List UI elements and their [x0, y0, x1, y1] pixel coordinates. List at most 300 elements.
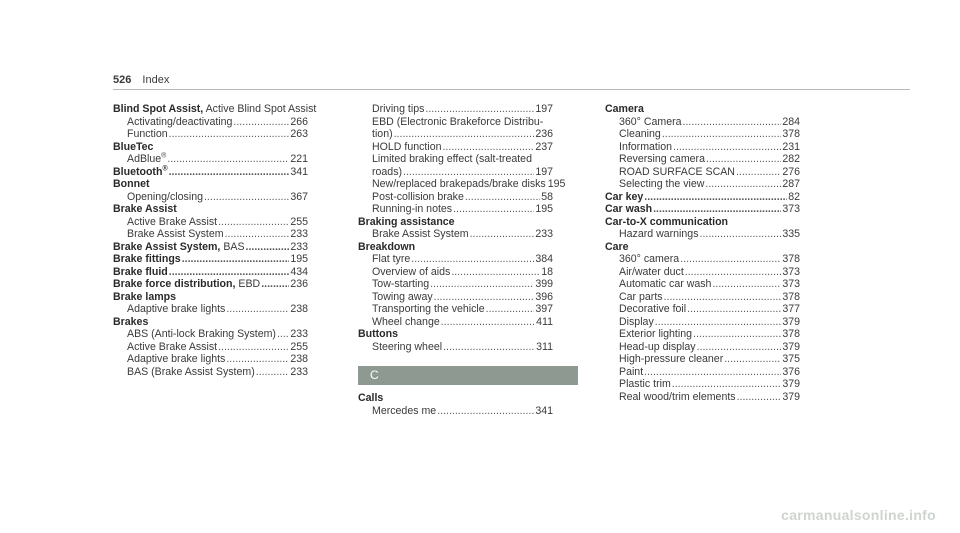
index-subentry[interactable]	[605, 228, 800, 241]
leader-dots	[664, 291, 782, 304]
entry-text	[127, 153, 166, 166]
index-subentry[interactable]	[113, 303, 308, 316]
page-number-ref: 237	[535, 140, 553, 153]
index-entry[interactable]	[113, 178, 308, 191]
leader-dots	[226, 303, 289, 316]
page-number-ref: 434	[290, 265, 308, 278]
index-entry[interactable]	[358, 392, 553, 405]
index-subentry[interactable]	[358, 191, 553, 204]
index-column-3	[605, 103, 800, 403]
leader-dots	[441, 316, 535, 329]
page-number-ref: 233	[290, 228, 308, 240]
entry-heading	[358, 392, 383, 405]
entry-text-value: HOLD function	[372, 140, 442, 153]
leader-dots	[169, 128, 290, 141]
index-subentry[interactable]	[605, 141, 800, 154]
watermark-logo: carmanualsonline.info	[781, 507, 936, 523]
index-entry[interactable]	[605, 191, 800, 204]
page-number-ref: 58	[541, 190, 553, 203]
entry-heading	[113, 316, 148, 329]
page-number-ref: 377	[782, 303, 800, 315]
leader-dots	[724, 353, 781, 366]
page-number-ref: 341	[290, 165, 308, 178]
entry-text-value: Brake Assist System	[372, 228, 469, 240]
entry-text-value: Tow-starting	[372, 278, 430, 290]
entry-text-value: ROAD SURFACE SCAN	[619, 165, 735, 178]
entry-text	[372, 316, 440, 329]
page-number-ref: 195	[547, 178, 566, 190]
entry-heading	[113, 178, 149, 191]
page-number: 526	[113, 74, 132, 86]
index-entry[interactable]	[113, 141, 308, 154]
leader-dots	[680, 253, 781, 266]
entry-text	[127, 366, 255, 379]
entry-text-value: Transporting the vehicle	[372, 303, 485, 315]
index-column-1	[113, 103, 317, 378]
entry-text	[127, 216, 217, 229]
entry-text-value: Reversing camera	[619, 153, 705, 165]
index-subentry[interactable]	[605, 266, 800, 279]
leader-dots	[394, 128, 535, 141]
entry-text	[619, 328, 692, 341]
index-entry[interactable]	[605, 203, 800, 216]
entry-text	[127, 191, 203, 204]
entry-text-value: Information	[619, 140, 672, 153]
entry-text-value: ABS (Anti-lock Braking System)	[127, 328, 276, 340]
entry-text-value: Paint	[619, 365, 644, 378]
entry-text	[372, 203, 452, 216]
entry-heading-text: Breakdown	[358, 240, 416, 253]
page-number-ref: 82	[788, 190, 800, 203]
page-number-ref: 411	[536, 315, 553, 328]
entry-heading	[605, 103, 644, 116]
entry-heading	[113, 103, 316, 116]
index-entry[interactable]	[113, 291, 308, 304]
leader-dots	[430, 278, 534, 291]
entry-heading-text: Brake force distribution,	[113, 278, 236, 290]
entry-heading	[358, 241, 415, 254]
leader-dots	[434, 291, 535, 304]
index-subentry[interactable]	[358, 303, 553, 316]
index-subentry[interactable]	[113, 191, 308, 204]
entry-text	[372, 303, 485, 316]
leader-dots	[218, 341, 289, 354]
leader-dots	[442, 141, 534, 154]
page-number-ref: 287	[782, 178, 800, 190]
page-number-ref: 18	[541, 265, 553, 278]
entry-text-value: tion)	[372, 128, 393, 140]
entry-text-value: Cleaning	[619, 128, 661, 140]
entry-heading-text: Calls	[358, 392, 384, 404]
page-number-ref: 255	[290, 215, 308, 228]
entry-heading-text: Car key	[605, 190, 644, 203]
entry-text-value: Post-collision brake	[372, 190, 464, 203]
entry-heading	[113, 166, 168, 179]
entry-heading-text: Braking assistance	[358, 215, 455, 228]
page-number-ref: 266	[290, 115, 308, 128]
registered-mark: ®	[162, 164, 168, 172]
page-number-ref: 255	[290, 340, 308, 353]
entry-text	[619, 253, 679, 266]
leader-dots	[218, 216, 289, 229]
leader-dots	[644, 366, 781, 379]
leader-dots	[167, 153, 289, 166]
page-number-ref: 379	[782, 390, 800, 403]
entry-text-value: Towing away	[372, 290, 433, 303]
entry-text	[372, 141, 441, 154]
index-subentry[interactable]	[358, 166, 553, 179]
entry-heading-text: Brake Assist	[113, 203, 177, 215]
page-number-ref: 195	[535, 203, 553, 215]
page-number-ref: 233	[290, 328, 308, 340]
entry-text-value: Flat tyre	[372, 253, 411, 265]
leader-dots	[687, 303, 781, 316]
leader-dots	[246, 241, 290, 254]
index-subentry[interactable]	[113, 216, 308, 229]
entry-heading-text: Bluetooth	[113, 165, 163, 178]
entry-text	[372, 266, 450, 279]
leader-dots	[277, 328, 289, 341]
page-number-ref: 399	[535, 278, 553, 290]
index-entry[interactable]	[605, 241, 800, 254]
entry-text	[619, 266, 684, 279]
index-subentry[interactable]	[605, 291, 800, 304]
leader-dots	[697, 341, 782, 354]
index-subentry[interactable]	[605, 353, 800, 366]
leader-dots	[437, 405, 534, 418]
entry-text-value: Car parts	[619, 290, 663, 303]
page-number-ref: 233	[290, 365, 308, 378]
index-subentry[interactable]	[358, 316, 553, 329]
entry-heading	[605, 241, 629, 254]
entry-text-value: 360° Camera	[619, 115, 682, 128]
entry-text-value: Active Brake Assist	[127, 340, 218, 353]
page-number-ref: 284	[782, 115, 800, 128]
leader-dots	[182, 253, 290, 266]
leader-dots	[653, 203, 781, 216]
entry-heading	[358, 216, 455, 229]
page-number-ref: 378	[782, 290, 800, 303]
leader-dots	[261, 278, 289, 291]
entry-heading-text: Brake Assist System,	[113, 240, 221, 253]
page-number-ref: 276	[782, 165, 800, 178]
entry-text-value: BAS (Brake Assist System)	[127, 365, 255, 378]
page-number-ref: 236	[535, 128, 553, 140]
leader-dots	[451, 266, 540, 279]
leader-dots	[411, 253, 534, 266]
index-entry[interactable]	[113, 103, 317, 116]
index-subentry[interactable]	[605, 128, 800, 141]
page-number-ref: 367	[290, 190, 308, 203]
entry-subtext: EBD	[235, 278, 261, 290]
entry-text	[619, 141, 672, 154]
entry-heading	[113, 253, 181, 266]
entry-text	[127, 328, 276, 341]
leader-dots	[204, 191, 289, 204]
leader-dots	[685, 266, 782, 279]
index-subentry[interactable]	[358, 228, 553, 241]
entry-heading-text: Care	[605, 240, 629, 253]
entry-text	[372, 278, 429, 291]
index-entry[interactable]	[358, 328, 553, 341]
index-subentry[interactable]	[358, 266, 553, 279]
page-number-ref: 379	[782, 315, 800, 328]
page-number-ref: 375	[782, 353, 800, 365]
page-number-ref: 397	[535, 303, 553, 315]
page-number-ref: 373	[782, 278, 800, 290]
page-number-ref: 378	[782, 328, 800, 340]
index-subentry[interactable]	[605, 116, 800, 129]
page-number-ref: 335	[782, 228, 800, 240]
entry-text	[619, 291, 663, 304]
entry-text-value: Exterior lighting	[619, 328, 693, 340]
entry-text-value: Automatic car wash	[619, 278, 712, 290]
entry-text	[372, 253, 410, 266]
entry-text-value: 360° camera	[619, 253, 680, 265]
index-entry[interactable]	[113, 166, 308, 179]
leader-dots	[700, 228, 782, 241]
page-number-ref: 233	[535, 228, 553, 240]
index-subentry[interactable]	[113, 228, 308, 241]
index-entry[interactable]	[113, 241, 308, 254]
leader-dots	[673, 141, 781, 154]
entry-heading	[358, 328, 398, 341]
entry-heading	[113, 241, 245, 254]
entry-heading-text: Buttons	[358, 328, 399, 340]
entry-text-value: roads)	[372, 165, 403, 178]
entry-text	[619, 303, 686, 316]
leader-dots	[662, 128, 781, 141]
entry-heading-text: Brake lamps	[113, 290, 177, 303]
leader-dots	[225, 228, 290, 241]
leader-dots	[672, 378, 782, 391]
entry-text	[127, 341, 217, 354]
page-number-ref: 376	[782, 365, 800, 378]
leader-dots	[425, 103, 534, 116]
index-subentry[interactable]	[605, 253, 800, 266]
index-subentry[interactable]	[605, 316, 800, 329]
index-subentry[interactable]	[113, 366, 308, 379]
entry-text	[127, 128, 168, 141]
page-number-ref: 396	[535, 290, 553, 303]
leader-dots	[443, 341, 535, 354]
index-subentry[interactable]	[113, 328, 308, 341]
index-entry[interactable]	[113, 203, 308, 216]
entry-text-value: High-pressure cleaner	[619, 353, 724, 365]
entry-text	[619, 391, 736, 404]
entry-text	[127, 303, 225, 316]
entry-text-value: Brake Assist System	[127, 228, 224, 240]
leader-dots	[465, 191, 540, 204]
page-number-ref: 263	[290, 128, 308, 140]
index-subentry[interactable]	[358, 253, 553, 266]
index-subentry[interactable]	[358, 291, 553, 304]
entry-heading-text: Brake fittings	[113, 253, 181, 265]
index-subentry[interactable]	[605, 328, 800, 341]
page-number-ref: 378	[782, 128, 800, 140]
entry-text-value: Display	[619, 315, 654, 328]
entry-text-value: AdBlue	[127, 153, 162, 165]
index-subentry-continued	[358, 116, 553, 129]
entry-text-value: Wheel change	[372, 315, 440, 328]
entry-text-value: Activating/deactivating	[127, 115, 233, 128]
page-number-ref: 379	[782, 340, 800, 353]
page-number-ref: 221	[290, 153, 308, 165]
index-entry[interactable]	[605, 103, 800, 116]
index-entry[interactable]	[358, 241, 553, 254]
leader-dots	[644, 191, 787, 204]
index-subentry[interactable]	[113, 128, 308, 141]
leader-dots	[737, 391, 782, 404]
index-entry[interactable]	[113, 266, 308, 279]
index-subentry[interactable]	[605, 341, 800, 354]
leader-dots	[226, 353, 289, 366]
leader-dots	[403, 166, 534, 179]
entry-text-value: Function	[127, 128, 168, 140]
entry-text-value: Overview of aids	[372, 265, 451, 278]
index-subentry[interactable]	[605, 391, 800, 404]
leader-dots	[169, 166, 290, 179]
leader-dots	[693, 328, 781, 341]
leader-dots	[683, 116, 782, 129]
entry-text	[619, 316, 654, 329]
index-subentry[interactable]	[605, 303, 800, 316]
entry-heading-text: Blind Spot Assist,	[113, 103, 204, 115]
page-number-ref: 197	[535, 103, 553, 115]
index-subentry[interactable]	[605, 178, 800, 191]
leader-dots	[169, 266, 290, 279]
entry-text	[619, 366, 643, 379]
entry-subtext: BAS	[220, 240, 245, 253]
entry-heading	[605, 216, 728, 229]
entry-text-value: Air/water duct	[619, 265, 684, 278]
entry-heading	[113, 291, 176, 304]
registered-mark: ®	[161, 152, 167, 160]
entry-text-value: Driving tips	[372, 103, 425, 115]
leader-dots	[705, 178, 781, 191]
index-subentry[interactable]	[358, 141, 553, 154]
entry-text	[619, 153, 705, 166]
entry-text	[619, 278, 711, 291]
page-number-ref: 379	[782, 378, 800, 390]
index-subentry[interactable]	[358, 278, 553, 291]
index-subentry[interactable]	[358, 341, 553, 354]
entry-text	[372, 291, 433, 304]
entry-text	[372, 128, 393, 141]
entry-heading	[113, 266, 168, 279]
entry-text-value: Adaptive brake lights	[127, 353, 226, 365]
index-subentry[interactable]	[113, 341, 308, 354]
entry-text	[619, 178, 704, 191]
page-number-ref: 197	[535, 165, 553, 178]
entry-text	[127, 228, 224, 241]
section-letter-heading: C	[358, 366, 578, 385]
entry-text	[127, 353, 225, 366]
leader-dots	[233, 116, 289, 129]
entry-heading-text: Brake fluid	[113, 265, 168, 278]
index-subentry[interactable]	[358, 203, 553, 216]
page-number-ref: 233	[290, 240, 308, 253]
entry-text-value: New/replaced brakepads/brake disks	[372, 178, 546, 190]
index-subentry[interactable]	[113, 353, 308, 366]
entry-text	[619, 353, 723, 366]
page-number-ref: 238	[290, 303, 308, 315]
leader-dots	[712, 278, 781, 291]
page-number-ref: 195	[290, 253, 308, 265]
entry-text	[619, 378, 671, 391]
entry-text	[372, 228, 469, 241]
index-entry[interactable]	[113, 316, 308, 329]
index-subentry[interactable]	[605, 378, 800, 391]
header-title: Index	[142, 74, 170, 86]
entry-text	[127, 116, 232, 129]
index-subentry[interactable]	[605, 166, 800, 179]
entry-text	[619, 128, 661, 141]
entry-heading-text: Bonnet	[113, 178, 150, 190]
index-subentry[interactable]	[605, 153, 800, 166]
index-subentry[interactable]	[358, 405, 553, 418]
index-entry[interactable]	[113, 253, 308, 266]
entry-text-value: Mercedes me	[372, 404, 437, 417]
index-subentry[interactable]	[605, 366, 800, 379]
index-subentry[interactable]	[358, 128, 553, 141]
index-subentry[interactable]	[113, 153, 308, 166]
entry-heading	[605, 191, 643, 204]
leader-dots	[256, 366, 290, 379]
index-subentry-continued	[358, 153, 553, 166]
entry-text	[372, 178, 546, 191]
leader-dots	[470, 228, 535, 241]
index-entry[interactable]	[605, 216, 800, 229]
entry-text-value: Selecting the view	[619, 178, 705, 190]
entry-text	[619, 166, 735, 179]
index-subentry[interactable]	[605, 278, 800, 291]
entry-heading	[113, 141, 153, 154]
entry-text: EBD (Electronic Brakeforce Distribu-	[372, 115, 544, 128]
entry-heading-text: BlueTec	[113, 140, 154, 153]
entry-text-value: Decorative foil	[619, 303, 687, 315]
entry-text	[619, 341, 696, 354]
entry-text	[372, 405, 436, 418]
index-entry[interactable]	[358, 216, 553, 229]
page-number-ref: 311	[536, 340, 553, 353]
index-subentry[interactable]	[113, 116, 308, 129]
page-header	[113, 74, 169, 86]
page-number-ref: 373	[782, 203, 800, 215]
header-rule	[113, 89, 910, 90]
index-column-2	[358, 103, 566, 417]
leader-dots	[486, 303, 535, 316]
index-subentry[interactable]	[358, 178, 566, 191]
entry-text	[619, 228, 699, 241]
page-number-ref: 231	[782, 140, 800, 153]
entry-subtext: Active Blind Spot Assist	[203, 103, 317, 115]
entry-text-value: Plastic trim	[619, 378, 671, 390]
entry-text: Limited braking effect (salt-treated	[372, 153, 532, 165]
entry-text	[619, 116, 682, 129]
index-subentry[interactable]	[358, 103, 553, 116]
entry-heading-text: Car wash	[605, 203, 653, 215]
entry-heading-text: Car-to-X communication	[605, 215, 729, 228]
entry-heading	[605, 203, 652, 216]
entry-text-value: Real wood/trim elements	[619, 390, 736, 403]
entry-text	[372, 103, 424, 116]
entry-heading	[113, 203, 177, 216]
entry-text-value: Steering wheel	[372, 340, 443, 353]
entry-text-value: Running-in notes	[372, 203, 453, 215]
index-entry[interactable]	[113, 278, 308, 291]
page-number-ref: 238	[290, 353, 308, 365]
